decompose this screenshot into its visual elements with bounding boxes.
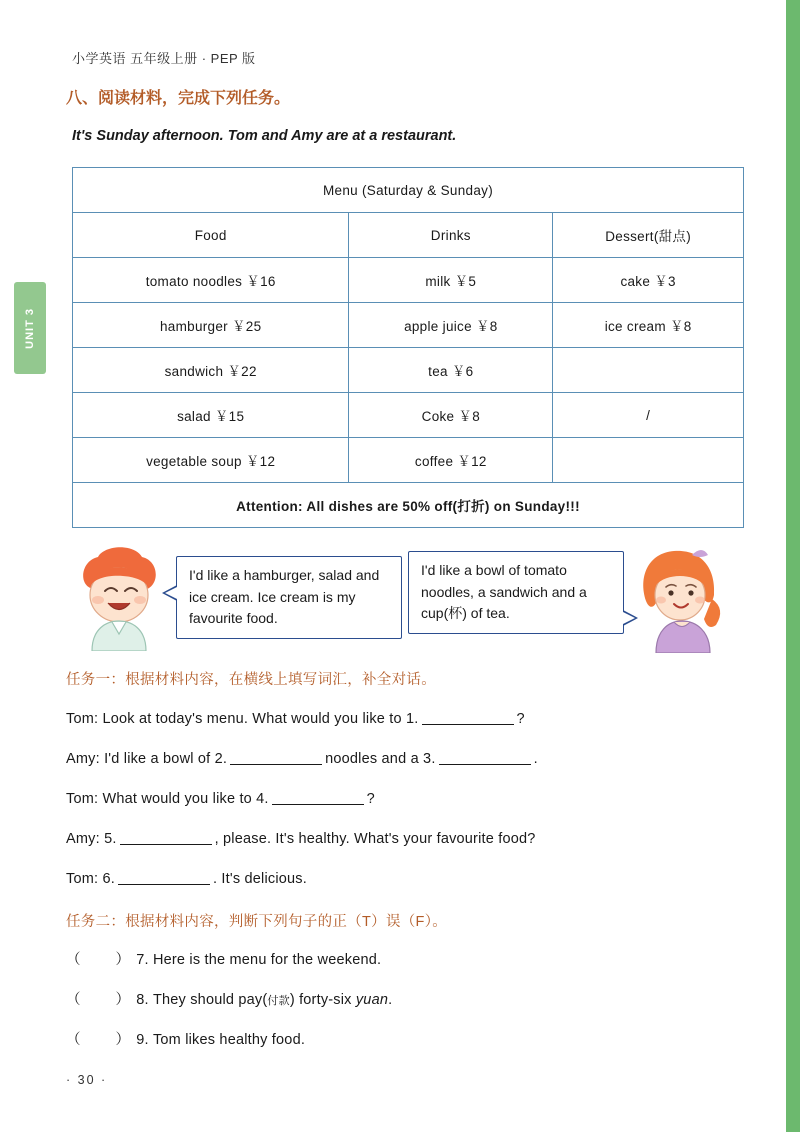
tf-item-text: Here is the menu for the weekend. xyxy=(152,952,382,968)
speaker-label: Amy: xyxy=(66,831,100,847)
book-header: 小学英语 五年级上册 · PEP 版 xyxy=(72,51,256,66)
dialogue-line-1 xyxy=(66,710,525,727)
page-edge-bar-inner xyxy=(783,0,786,1132)
answer-blank-3[interactable] xyxy=(439,750,531,765)
speech-bubble-girl-text: I'd like a bowl of tomato noodles, a sandwich and a cup(杯) of tea. xyxy=(421,562,587,622)
dialogue-line-2 xyxy=(66,750,538,767)
cell-dessert-empty xyxy=(553,438,744,483)
line-text-after: , please. It's healthy. What's your favourite food? xyxy=(214,831,536,847)
table-row xyxy=(73,393,744,438)
unit-tab-label: UNIT 3 xyxy=(24,307,36,349)
line-text-before: 6. xyxy=(102,871,115,887)
line-text-after: . It's delicious. xyxy=(212,871,307,887)
line-text-after: ? xyxy=(516,711,525,727)
cell-dessert: ice cream ￥8 xyxy=(553,303,744,348)
line-text-before: 5. xyxy=(104,831,117,847)
line-text-before: I'd like a bowl of 2. xyxy=(104,751,228,767)
table-row xyxy=(73,303,744,348)
table-row xyxy=(73,348,744,393)
menu-title: Menu (Saturday & Sunday) xyxy=(73,168,744,213)
cell-drink: milk ￥5 xyxy=(349,258,553,303)
reading-intro: It's Sunday afternoon. Tom and Amy are at a restaurant. xyxy=(72,128,457,144)
task-one-label: 任务一：根据材料内容，在横线上填写词汇，补全对话。 xyxy=(66,672,436,688)
tf-item-number: 7. xyxy=(136,952,149,968)
tf-item-number: 9. xyxy=(136,1032,149,1048)
table-row xyxy=(73,438,744,483)
answer-blank-1[interactable] xyxy=(422,710,514,725)
column-header-drinks: Drinks xyxy=(349,213,553,258)
cell-drink: coffee ￥12 xyxy=(349,438,553,483)
cell-food: tomato noodles ￥16 xyxy=(73,258,349,303)
tf-item-text: They should pay(付款) forty-six yuan. xyxy=(152,992,393,1008)
dialogue-line-3 xyxy=(66,790,375,807)
answer-blank-5[interactable] xyxy=(120,830,212,845)
bubble-tail-icon xyxy=(162,585,177,601)
answer-blank-6[interactable] xyxy=(118,870,210,885)
tf-item-7 xyxy=(66,948,381,969)
cell-dessert: cake ￥3 xyxy=(553,258,744,303)
page-number: · 30 · xyxy=(66,1073,108,1087)
table-row xyxy=(73,258,744,303)
tf-answer-paren[interactable]: （ ） xyxy=(66,952,132,968)
answer-blank-2[interactable] xyxy=(230,750,322,765)
tf-item-8 xyxy=(66,988,392,1009)
speaker-label: Tom: xyxy=(66,711,99,727)
cell-food: hamburger ￥25 xyxy=(73,303,349,348)
column-header-food: Food xyxy=(73,213,349,258)
table-row-header xyxy=(73,213,744,258)
line-text-after: ? xyxy=(366,791,375,807)
speaker-label: Tom: xyxy=(66,871,99,887)
speech-bubble-boy xyxy=(176,556,402,639)
unit-tab xyxy=(14,282,46,374)
page-edge-bar xyxy=(786,0,800,1132)
cell-drink: Coke ￥8 xyxy=(349,393,553,438)
line-text-after: . xyxy=(533,751,538,767)
table-row-attention xyxy=(73,483,744,528)
tf-answer-paren[interactable]: （ ） xyxy=(66,992,132,1008)
line-text-before: What would you like to 4. xyxy=(102,791,269,807)
cell-dessert-empty xyxy=(553,348,744,393)
cell-drink: apple juice ￥8 xyxy=(349,303,553,348)
tf-answer-paren[interactable]: （ ） xyxy=(66,1032,132,1048)
tf-item-number: 8. xyxy=(136,992,149,1008)
cell-food: salad ￥15 xyxy=(73,393,349,438)
speech-bubble-girl xyxy=(408,551,624,634)
task-two-label: 任务二：根据材料内容，判断下列句子的正（T）误（F）。 xyxy=(66,914,448,930)
girl-avatar xyxy=(634,541,734,658)
dialogue-illustration xyxy=(72,535,744,660)
speaker-label: Amy: xyxy=(66,751,100,767)
column-header-dessert: Dessert(甜点) xyxy=(553,213,744,258)
tf-item-text: Tom likes healthy food. xyxy=(152,1032,306,1048)
boy-avatar xyxy=(72,543,168,656)
tf-item-9 xyxy=(66,1028,305,1049)
line-text-before: Look at today's menu. What would you like to 1. xyxy=(102,711,419,727)
question-title: 八、阅读材料，完成下列任务。 xyxy=(66,90,291,107)
menu-table xyxy=(72,167,744,528)
speech-bubble-boy-text: I'd like a hamburger, salad and ice cream. Ice cream is my favourite food. xyxy=(189,567,380,627)
cell-dessert-slash: / xyxy=(553,393,744,438)
cell-food: vegetable soup ￥12 xyxy=(73,438,349,483)
cell-food: sandwich ￥22 xyxy=(73,348,349,393)
dialogue-line-5 xyxy=(66,870,307,887)
table-row-title xyxy=(73,168,744,213)
dialogue-line-4 xyxy=(66,830,536,847)
cell-drink: tea ￥6 xyxy=(349,348,553,393)
answer-blank-4[interactable] xyxy=(272,790,364,805)
line-text-middle: noodles and a 3. xyxy=(325,751,436,767)
menu-attention: Attention: All dishes are 50% off(打折) on Sunday!!! xyxy=(73,483,744,528)
speaker-label: Tom: xyxy=(66,791,99,807)
